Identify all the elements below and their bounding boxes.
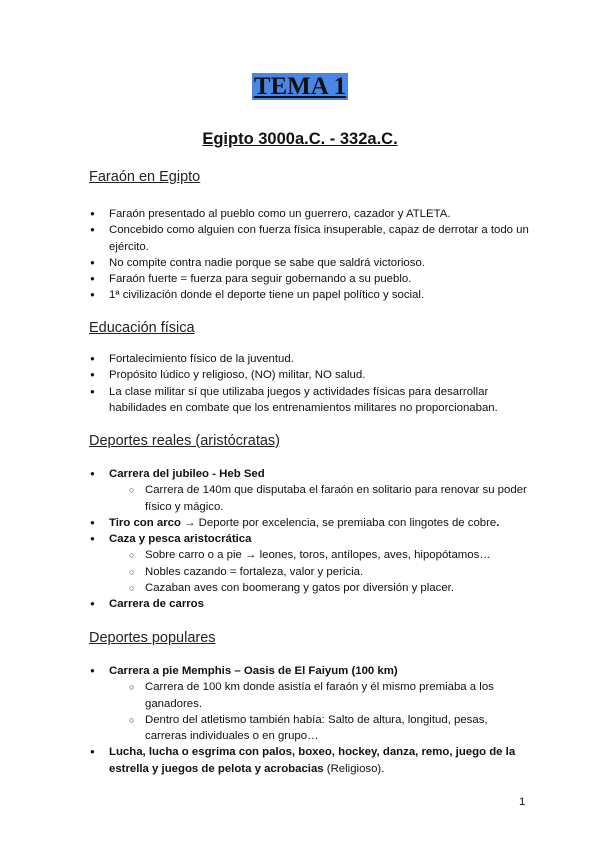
item-bold-text: Carrera a pie Memphis – Oasis de El Faiyum (100 km) <box>109 665 398 677</box>
list-item: ● Faraón presentado al pueblo como un guerrero, cazador y ATLETA. <box>89 206 529 222</box>
list-item: ● La clase militar sí que utilizaba juegos y actividades físicas para desarrollar habilidades en combate que los entrenamientos militares no proporcionaban. <box>89 384 529 417</box>
item-bold-text: Carrera de carros <box>109 598 204 611</box>
sub-list-item: ○ Dentro del atletismo también había: Salto de altura, longitud, pesas, carreras individuales o en grupo… <box>109 712 529 745</box>
item-bold-text: Lucha, lucha o esgrima con palos, boxeo, hockey, danza, remo, juego de la estrella y juegos de pelota y acrobacias <box>109 746 516 775</box>
list-item: ● 1ª civilización donde el deporte tiene un papel político y social. <box>89 287 529 303</box>
sub-list <box>109 547 529 596</box>
page-subtitle: Egipto 3000a.C. - 332a.C. <box>202 130 398 148</box>
list-item: ● Propósito lúdico y religioso, (NO) militar, NO salud. <box>89 367 529 383</box>
item-bold-text: Carrera del jubileo - Heb Sed <box>109 468 265 480</box>
section-heading-deportes-populares: Deportes populares <box>89 630 216 646</box>
section-list-deportes-populares <box>89 663 529 777</box>
sub-list-item: ○ Nobles cazando = fortaleza, valor y pericia. <box>109 564 529 580</box>
sub-list <box>109 482 529 515</box>
page-title: TEMA 1 <box>253 73 347 100</box>
sub-list-item: ○ Carrera de 100 km donde asistía el faraón y él mismo premiaba a los ganadores. <box>109 679 529 712</box>
section-list-deportes-reales <box>89 466 529 613</box>
sub-list-item: ○ Carrera de 140m que disputaba el faraón en solitario para renovar su poder físico y mágico. <box>109 482 529 515</box>
list-item: ● Fortalecimiento físico de la juventud. <box>89 351 529 367</box>
list-item <box>89 531 529 596</box>
section-heading-deportes-reales: Deportes reales (aristócratas) <box>89 433 280 449</box>
list-item <box>89 744 529 777</box>
list-item <box>89 515 529 531</box>
item-text: → Deporte por excelencia, se premiaba con lingotes de cobre <box>180 516 497 529</box>
sub-list-item: ○ Cazaban aves con boomerang y gatos por diversión y placer. <box>109 580 529 596</box>
list-item <box>89 466 529 515</box>
sub-list <box>109 679 529 744</box>
item-bold-text: Caza y pesca aristocrática <box>109 533 252 546</box>
item-bold-text: Tiro con arco <box>109 516 181 529</box>
section-heading-farao: Faraón en Egipto <box>89 169 201 185</box>
list-item <box>89 663 529 744</box>
title-container <box>0 72 600 102</box>
list-item: ● Faraón fuerte = fuerza para seguir gobernando a su pueblo. <box>89 271 529 287</box>
list-item: ● Concebido como alguien con fuerza física insuperable, capaz de derrotar a todo un ejército. <box>89 222 529 255</box>
section-heading-educacion: Educación física <box>89 320 195 336</box>
list-item: ● No compite contra nadie porque se sabe que saldrá victorioso. <box>89 255 529 271</box>
section-list-educacion <box>89 351 529 416</box>
item-bold-tail: . <box>496 516 500 529</box>
item-text: (Religioso). <box>323 762 385 775</box>
sub-list-item: ○ Sobre carro o a pie → leones, toros, antílopes, aves, hipopótamos… <box>109 547 529 563</box>
list-item <box>89 596 529 612</box>
section-list-farao <box>89 206 529 304</box>
page-number: 1 <box>519 796 526 808</box>
